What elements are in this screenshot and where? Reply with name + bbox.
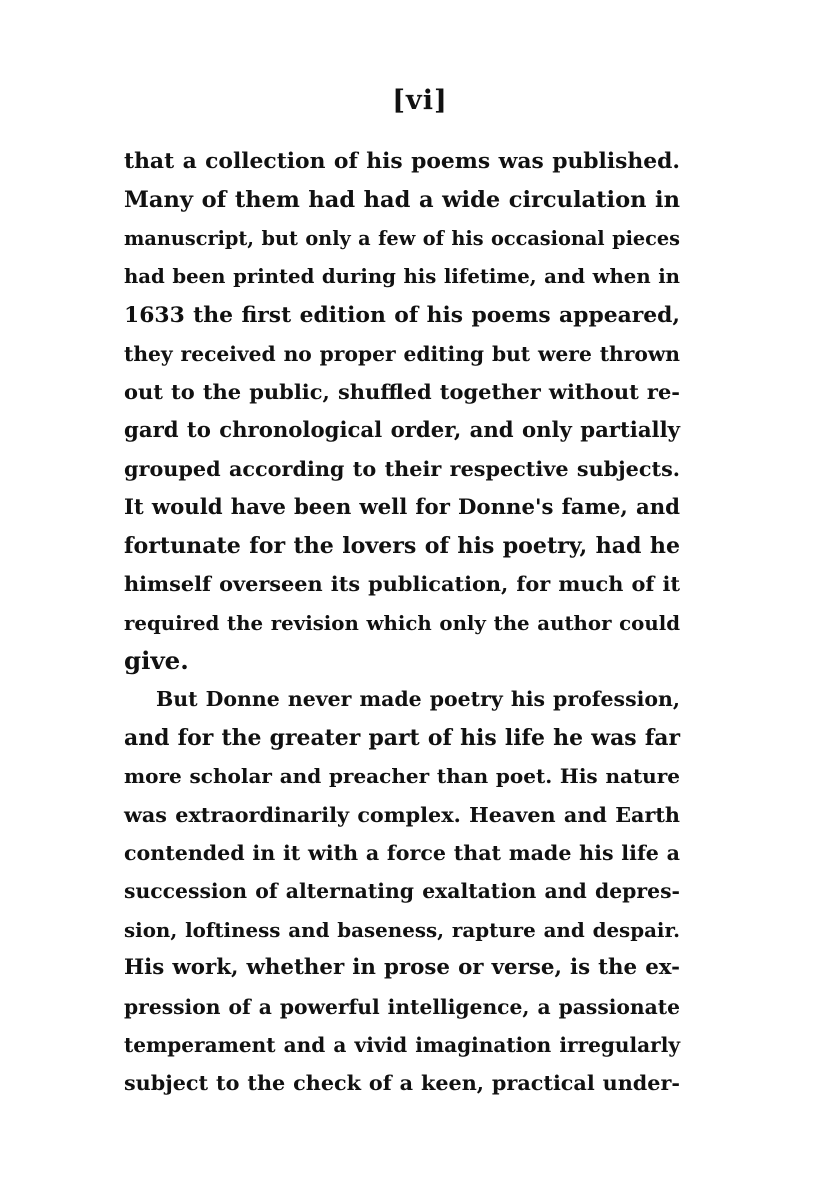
text-line: 1633 the first edition of his poems appeared, <box>124 302 680 328</box>
text-line: temperament and a vivid imagination irregularly <box>124 1032 680 1057</box>
paragraph-2 <box>124 680 680 1102</box>
text-line: had been printed during his lifetime, and when in <box>124 265 680 289</box>
text-line: subject to the check of a keen, practical under- <box>124 1071 680 1096</box>
text-line: fortunate for the lovers of his poetry, had he <box>124 532 680 559</box>
text-line: out to the public, shuffled together without re- <box>124 379 680 405</box>
text-line: himself overseen its publication, for much of it <box>124 571 680 597</box>
text-line: But Donne never made poetry his profession, <box>156 687 680 712</box>
text-line: they received no proper editing but were thrown <box>124 341 680 366</box>
text-line: succession of alternating exaltation and depres- <box>124 879 680 904</box>
text-line: His work, whether in prose or verse, is the ex- <box>124 955 680 981</box>
text-line: sion, loftiness and baseness, rapture and despair. <box>124 917 680 942</box>
text-line: pression of a powerful intelligence, a passionate <box>124 994 680 1019</box>
text-line: that a collection of his poems was published. <box>124 149 680 174</box>
page-number: [vi] <box>392 85 448 116</box>
text-line: contended in it with a force that made his life a <box>124 841 680 866</box>
text-line: required the revision which only the author could <box>124 610 680 635</box>
paragraph-1 <box>124 143 680 680</box>
text-line: manuscript, but only a few of his occasional pieces <box>124 226 680 250</box>
text-line: give. <box>124 646 189 676</box>
text-line: It would have been well for Donne's fame, and <box>124 494 680 520</box>
text-line: was extraordinarily complex. Heaven and Earth <box>124 802 680 827</box>
text-line: more scholar and preacher than poet. His nature <box>124 764 680 789</box>
text-line: and for the greater part of his life he was far <box>124 724 680 751</box>
text-line: grouped according to their respective subjects. <box>124 457 680 482</box>
text-line: gard to chronological order, and only partially <box>124 417 680 443</box>
text-line: Many of them had had a wide circulation in <box>124 187 680 214</box>
body-text <box>124 143 680 1103</box>
